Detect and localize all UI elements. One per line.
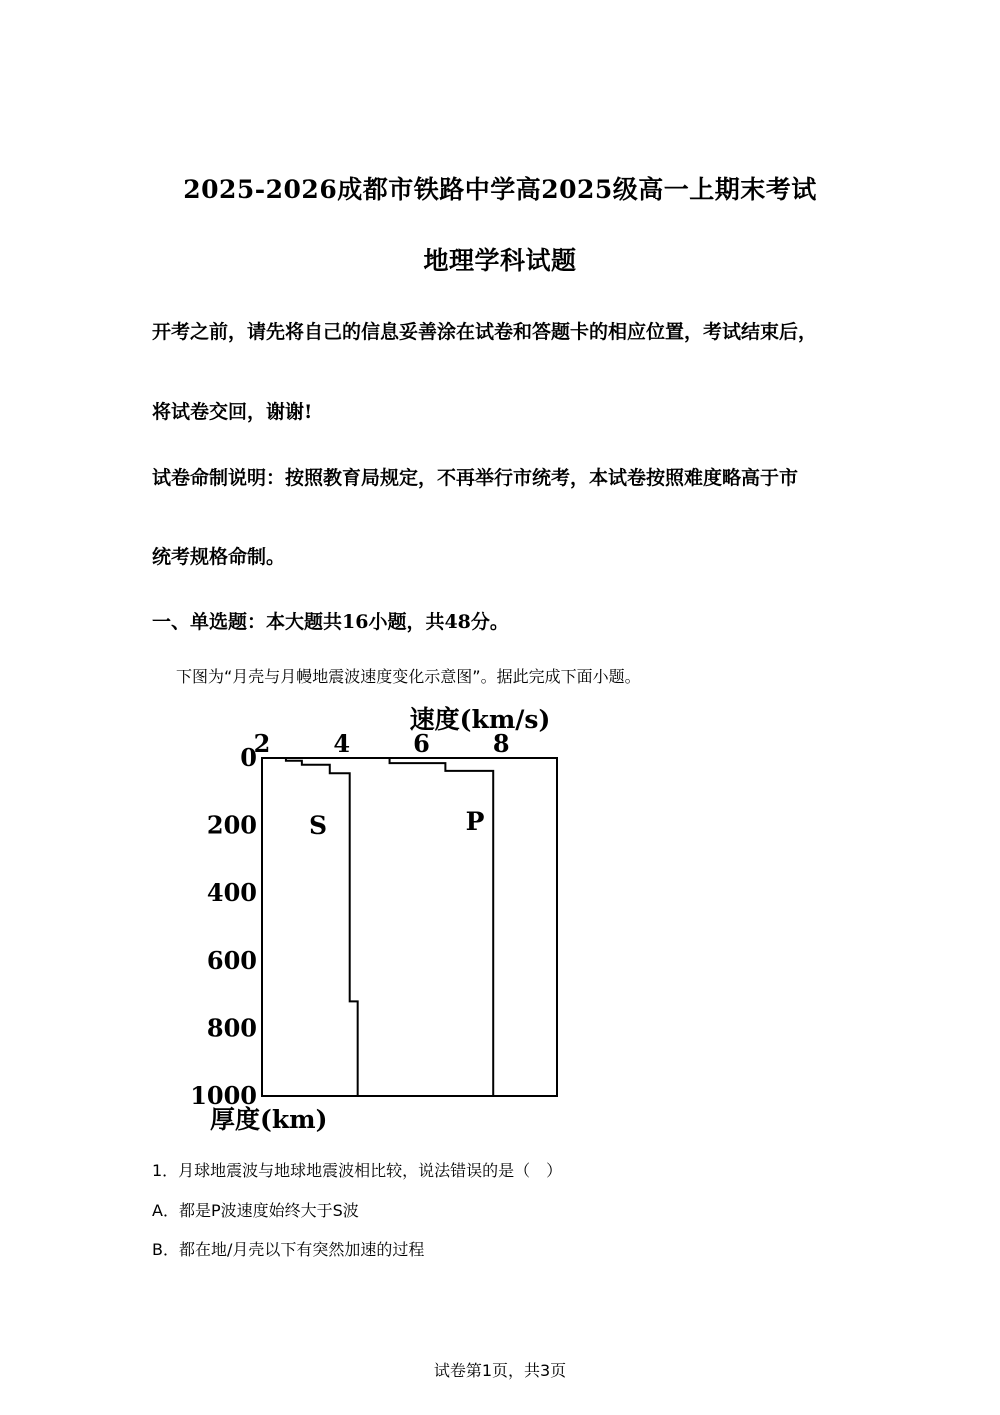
question-1-option-b[interactable]: B．都在地/月壳以下有突然加速的过程 [152,1240,425,1259]
x-tick-label-3: 8 [492,729,510,758]
x-tick-label-0: 2 [253,729,271,758]
exam-title: 2025-2026成都市铁路中学高2025级高一上期末考试 [183,175,817,204]
question-1-option-a[interactable]: A．都是P波速度始终大于S波 [152,1201,359,1220]
notice-line-4: 统考规格命制。 [152,546,286,568]
section-heading: 一、单选题：本大题共16小题，共48分。 [152,611,509,633]
series-line-s [286,758,358,1096]
y-tick-label-1: 200 [206,810,257,840]
x-tick-label-1: 4 [333,729,351,758]
x-tick-label-2: 6 [413,729,430,758]
y-tick-label-4: 800 [206,1013,257,1043]
series-label-s: S [308,811,328,840]
y-tick-label-5: 1000 [190,1081,257,1110]
plot-frame [262,758,557,1096]
notice-line-3: 试卷命制说明：按照教育局规定，不再举行市统考，本试卷按照难度略高于市 [152,467,799,489]
exam-subtitle: 地理学科试题 [423,246,577,275]
x-axis-label: 速度(km/s) [409,705,551,734]
series-label-p: P [465,807,485,836]
question-1-stem: 1．月球地震波与地球地震波相比较，说法错误的是（ ） [152,1161,563,1180]
page-footer: 试卷第1页，共3页 [433,1361,567,1380]
notice-line-1: 开考之前，请先将自己的信息妥善涂在试卷和答题卡的相应位置，考试结束后， [152,321,818,343]
seismic-velocity-chart [180,700,600,1140]
y-ticks [190,743,257,1110]
y-axis-label: 厚度(km) [210,1105,328,1134]
series-lines [286,758,493,1096]
notice-line-2: 将试卷交回，谢谢! [152,401,313,423]
y-tick-label-3: 600 [206,945,257,975]
y-tick-label-2: 400 [206,878,257,908]
question-intro: 下图为“月壳与月幔地震波速度变化示意图”。据此完成下面小题。 [176,667,641,686]
y-tick-label-0: 0 [240,743,257,772]
